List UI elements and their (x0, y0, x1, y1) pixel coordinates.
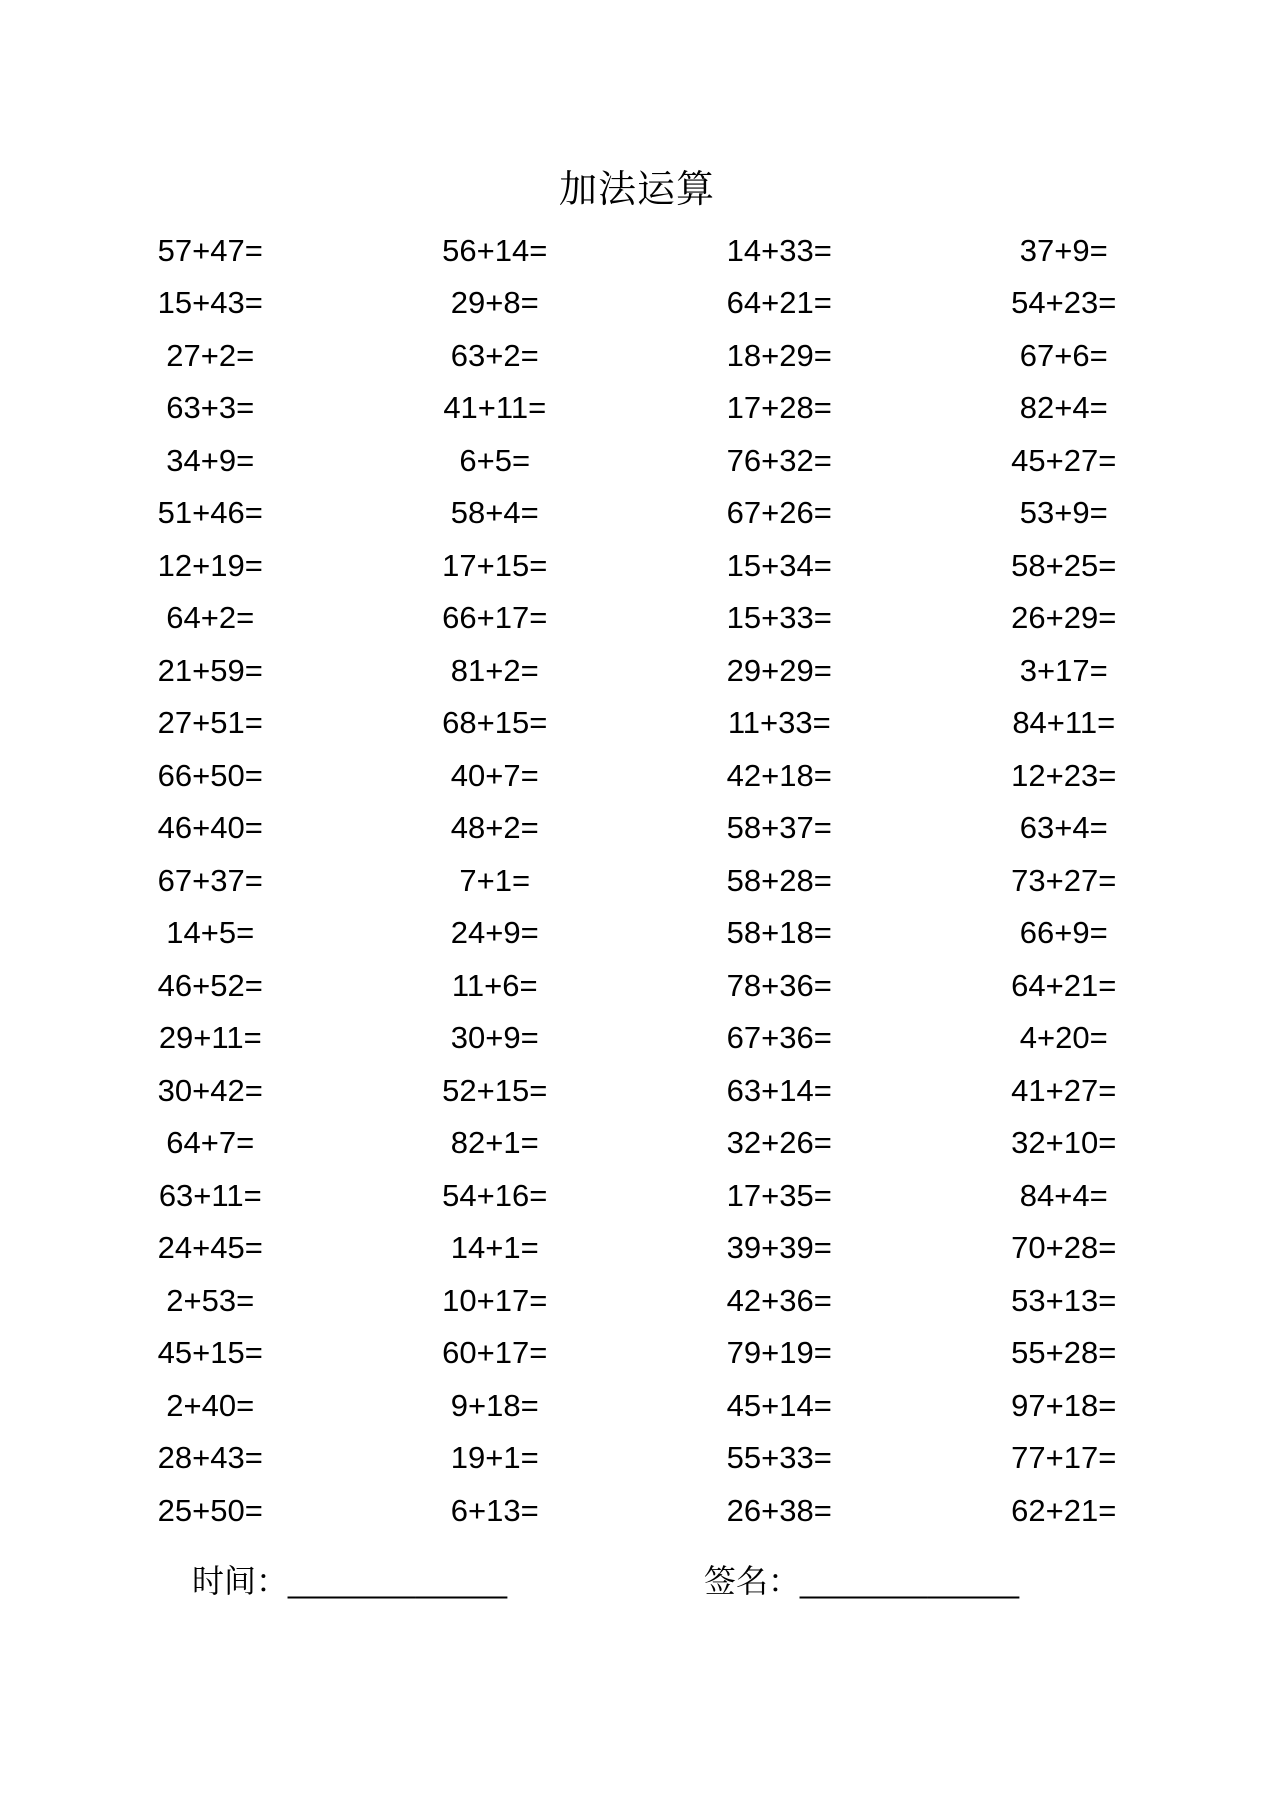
math-problem: 52+15= (442, 1072, 548, 1108)
math-problem: 66+9= (1019, 915, 1108, 951)
math-problem: 56+14= (442, 232, 548, 268)
math-problem: 53+9= (1019, 495, 1108, 531)
math-problem: 29+11= (158, 1020, 262, 1056)
math-problem: 17+35= (726, 1177, 832, 1213)
math-problem: 67+36= (726, 1020, 832, 1056)
math-problem: 68+15= (442, 705, 548, 741)
math-problem: 2+53= (166, 1282, 255, 1318)
math-problem: 28+43= (157, 1440, 263, 1476)
math-problem: 42+36= (726, 1282, 832, 1318)
math-problem: 25+50= (157, 1492, 263, 1528)
math-problem: 34+9= (166, 442, 255, 478)
math-problem: 82+1= (450, 1125, 539, 1161)
math-problem: 14+33= (726, 232, 832, 268)
math-problem: 7+1= (459, 862, 531, 898)
math-problem: 58+28= (726, 862, 832, 898)
math-problem: 18+29= (726, 337, 832, 373)
math-problem: 64+21= (726, 285, 832, 321)
math-problem: 2+40= (166, 1387, 255, 1423)
math-problem: 58+18= (726, 915, 832, 951)
math-problem: 15+34= (726, 547, 832, 583)
math-problem: 4+20= (1019, 1020, 1108, 1056)
math-problem: 17+15= (442, 547, 548, 583)
math-problem: 10+17= (442, 1282, 548, 1318)
math-problem: 11+6= (451, 967, 538, 1003)
math-problem: 76+32= (726, 442, 832, 478)
math-problem: 27+2= (166, 337, 255, 373)
math-problem: 26+29= (1011, 600, 1117, 636)
math-problem: 64+21= (1011, 967, 1117, 1003)
math-problem: 12+23= (1011, 757, 1117, 793)
worksheet-title: 加法运算 (558, 169, 715, 211)
math-problem: 70+28= (1011, 1230, 1117, 1266)
math-problem: 97+18= (1011, 1387, 1117, 1423)
time-label: 时间： (192, 1563, 289, 1599)
math-problem: 15+43= (157, 285, 263, 321)
math-problem: 3+17= (1019, 652, 1108, 688)
math-problem: 48+2= (450, 810, 539, 846)
math-problem: 84+11= (1012, 705, 1116, 741)
time-blank-line: ____________ (288, 1563, 508, 1599)
math-problem: 67+37= (157, 862, 263, 898)
math-problem: 63+4= (1019, 810, 1108, 846)
math-problem: 42+18= (726, 757, 832, 793)
math-problem: 77+17= (1011, 1440, 1117, 1476)
math-problem: 55+33= (726, 1440, 832, 1476)
math-problem: 64+7= (166, 1125, 255, 1161)
math-problem: 37+9= (1019, 232, 1108, 268)
math-problem: 6+13= (450, 1492, 539, 1528)
math-problem: 51+46= (157, 495, 263, 531)
math-problem: 64+2= (166, 600, 255, 636)
signature-field (704, 1556, 1020, 1602)
math-problem: 55+28= (1011, 1335, 1117, 1371)
math-problem: 41+11= (443, 390, 547, 426)
math-problem: 67+26= (726, 495, 832, 531)
math-problem: 30+9= (450, 1020, 539, 1056)
math-problem: 26+38= (726, 1492, 832, 1528)
math-problem: 63+14= (726, 1072, 832, 1108)
math-problem: 63+2= (450, 337, 539, 373)
math-problem: 73+27= (1011, 862, 1117, 898)
math-problem: 21+59= (157, 652, 263, 688)
math-problem: 54+23= (1011, 285, 1117, 321)
math-problem: 24+9= (450, 915, 539, 951)
math-problem: 27+51= (157, 705, 263, 741)
math-problem: 29+8= (450, 285, 539, 321)
math-problem: 40+7= (450, 757, 539, 793)
problems-grid (68, 224, 1206, 1537)
math-problem: 63+3= (166, 390, 255, 426)
math-problem: 45+27= (1011, 442, 1117, 478)
math-problem: 32+10= (1011, 1125, 1117, 1161)
math-problem: 11+33= (727, 705, 831, 741)
math-problem: 41+27= (1011, 1072, 1117, 1108)
math-problem: 14+5= (166, 915, 255, 951)
math-problem: 46+52= (157, 967, 263, 1003)
math-problem: 63+11= (158, 1177, 262, 1213)
math-problem: 58+37= (726, 810, 832, 846)
math-problem: 78+36= (726, 967, 832, 1003)
math-problem: 30+42= (157, 1072, 263, 1108)
math-problem: 6+5= (459, 442, 531, 478)
math-problem: 14+1= (450, 1230, 539, 1266)
math-problem: 62+21= (1011, 1492, 1117, 1528)
math-problem: 54+16= (442, 1177, 548, 1213)
math-problem: 82+4= (1019, 390, 1108, 426)
math-problem: 24+45= (157, 1230, 263, 1266)
math-problem: 45+15= (157, 1335, 263, 1371)
math-problem: 46+40= (157, 810, 263, 846)
math-problem: 15+33= (726, 600, 832, 636)
math-problem: 84+4= (1019, 1177, 1108, 1213)
math-problem: 57+47= (157, 232, 263, 268)
time-field (192, 1556, 508, 1602)
signature-blank-line: ____________ (800, 1563, 1020, 1599)
math-problem: 66+17= (442, 600, 548, 636)
math-problem: 19+1= (450, 1440, 539, 1476)
math-problem: 79+19= (726, 1335, 832, 1371)
math-problem: 81+2= (450, 652, 539, 688)
math-problem: 60+17= (442, 1335, 548, 1371)
math-problem: 32+26= (726, 1125, 832, 1161)
math-problem: 67+6= (1019, 337, 1108, 373)
math-problem: 66+50= (157, 757, 263, 793)
signature-label: 签名： (704, 1563, 801, 1599)
math-problem: 39+39= (726, 1230, 832, 1266)
math-problem: 53+13= (1011, 1282, 1117, 1318)
math-problem: 17+28= (726, 390, 832, 426)
math-problem: 58+4= (450, 495, 539, 531)
math-problem: 58+25= (1011, 547, 1117, 583)
math-problem: 45+14= (726, 1387, 832, 1423)
math-problem: 12+19= (157, 547, 263, 583)
math-problem: 29+29= (726, 652, 832, 688)
math-problem: 9+18= (450, 1387, 539, 1423)
footer (0, 1556, 1274, 1616)
